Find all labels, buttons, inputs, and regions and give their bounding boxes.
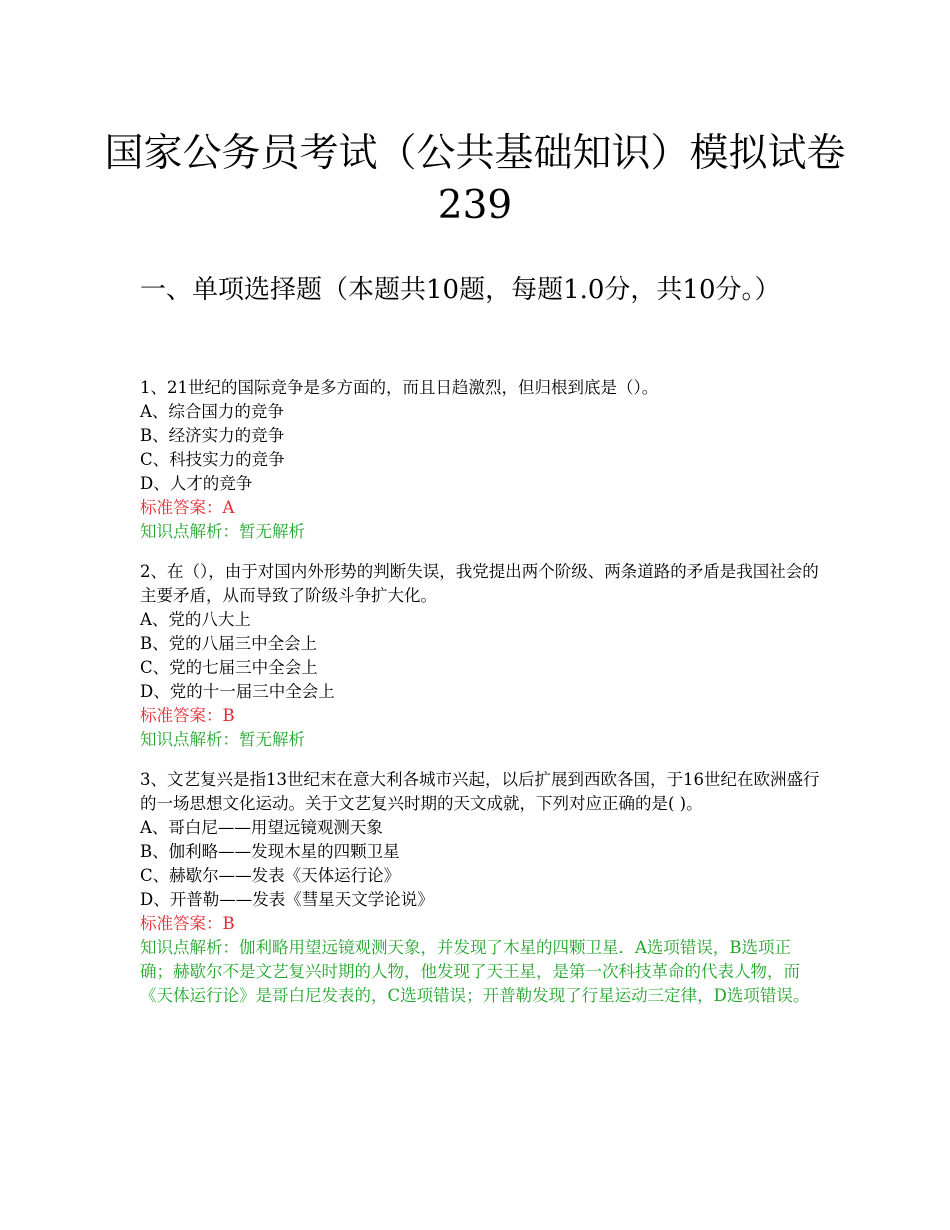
question-3 [140, 768, 820, 1008]
option-c: C、科技实力的竞争 [140, 450, 285, 469]
option-d: D、党的十一届三中全会上 [140, 682, 335, 701]
option-d: D、人才的竞争 [140, 474, 253, 493]
question-1 [140, 376, 820, 544]
question-stem: 3、文艺复兴是指13世纪末在意大利各城市兴起，以后扩展到西欧各国，于16世纪在欧洲盛行的一场思想文化运动。关于文艺复兴时期的天文成就，下列对应正确的是( )。 [140, 770, 820, 813]
question-stem: 2、在（），由于对国内外形势的判断失误，我党提出两个阶级、两条道路的矛盾是我国社会的主要矛盾，从而导致了阶级斗争扩大化。 [140, 562, 819, 605]
option-b: B、经济实力的竞争 [140, 426, 285, 445]
question-2 [140, 560, 820, 752]
document-title: 国家公务员考试（公共基础知识）模拟试卷239 [104, 131, 846, 228]
knowledge-analysis: 知识点解析：暂无解析 [140, 522, 305, 541]
standard-answer: 标准答案：A [140, 498, 235, 517]
option-c: C、党的七届三中全会上 [140, 658, 318, 677]
option-b: B、党的八届三中全会上 [140, 634, 318, 653]
knowledge-analysis: 知识点解析：伽利略用望远镜观测天象，并发现了木星的四颗卫星．A选项错误，B选项正确；赫歇尔不是文艺复兴时期的人物，他发现了天王星，是第一次科技革命的代表人物，而《天体运行论》是哥白尼发表的，C选项错误；开普勒发现了行星运动三定律，D选项错误。 [140, 938, 810, 1005]
option-b: B、伽利略——发现木星的四颗卫星 [140, 842, 400, 861]
standard-answer: 标准答案：B [140, 706, 235, 725]
option-c: C、赫歇尔——发表《天体运行论》 [140, 866, 401, 885]
standard-answer: 标准答案：B [140, 914, 235, 933]
option-a: A、哥白尼——用望远镜观测天象 [140, 818, 383, 837]
question-list [140, 376, 820, 1024]
option-a: A、综合国力的竞争 [140, 402, 284, 421]
question-stem: 1、21世纪的国际竞争是多方面的，而且日趋激烈，但归根到底是（）。 [140, 378, 659, 397]
option-d: D、开普勒——发表《彗星天文学论说》 [140, 890, 434, 909]
section-heading: 一、单项选择题（本题共10题，每题1.0分，共10分。） [140, 275, 781, 305]
option-a: A、党的八大上 [140, 610, 251, 629]
knowledge-analysis: 知识点解析：暂无解析 [140, 730, 305, 749]
